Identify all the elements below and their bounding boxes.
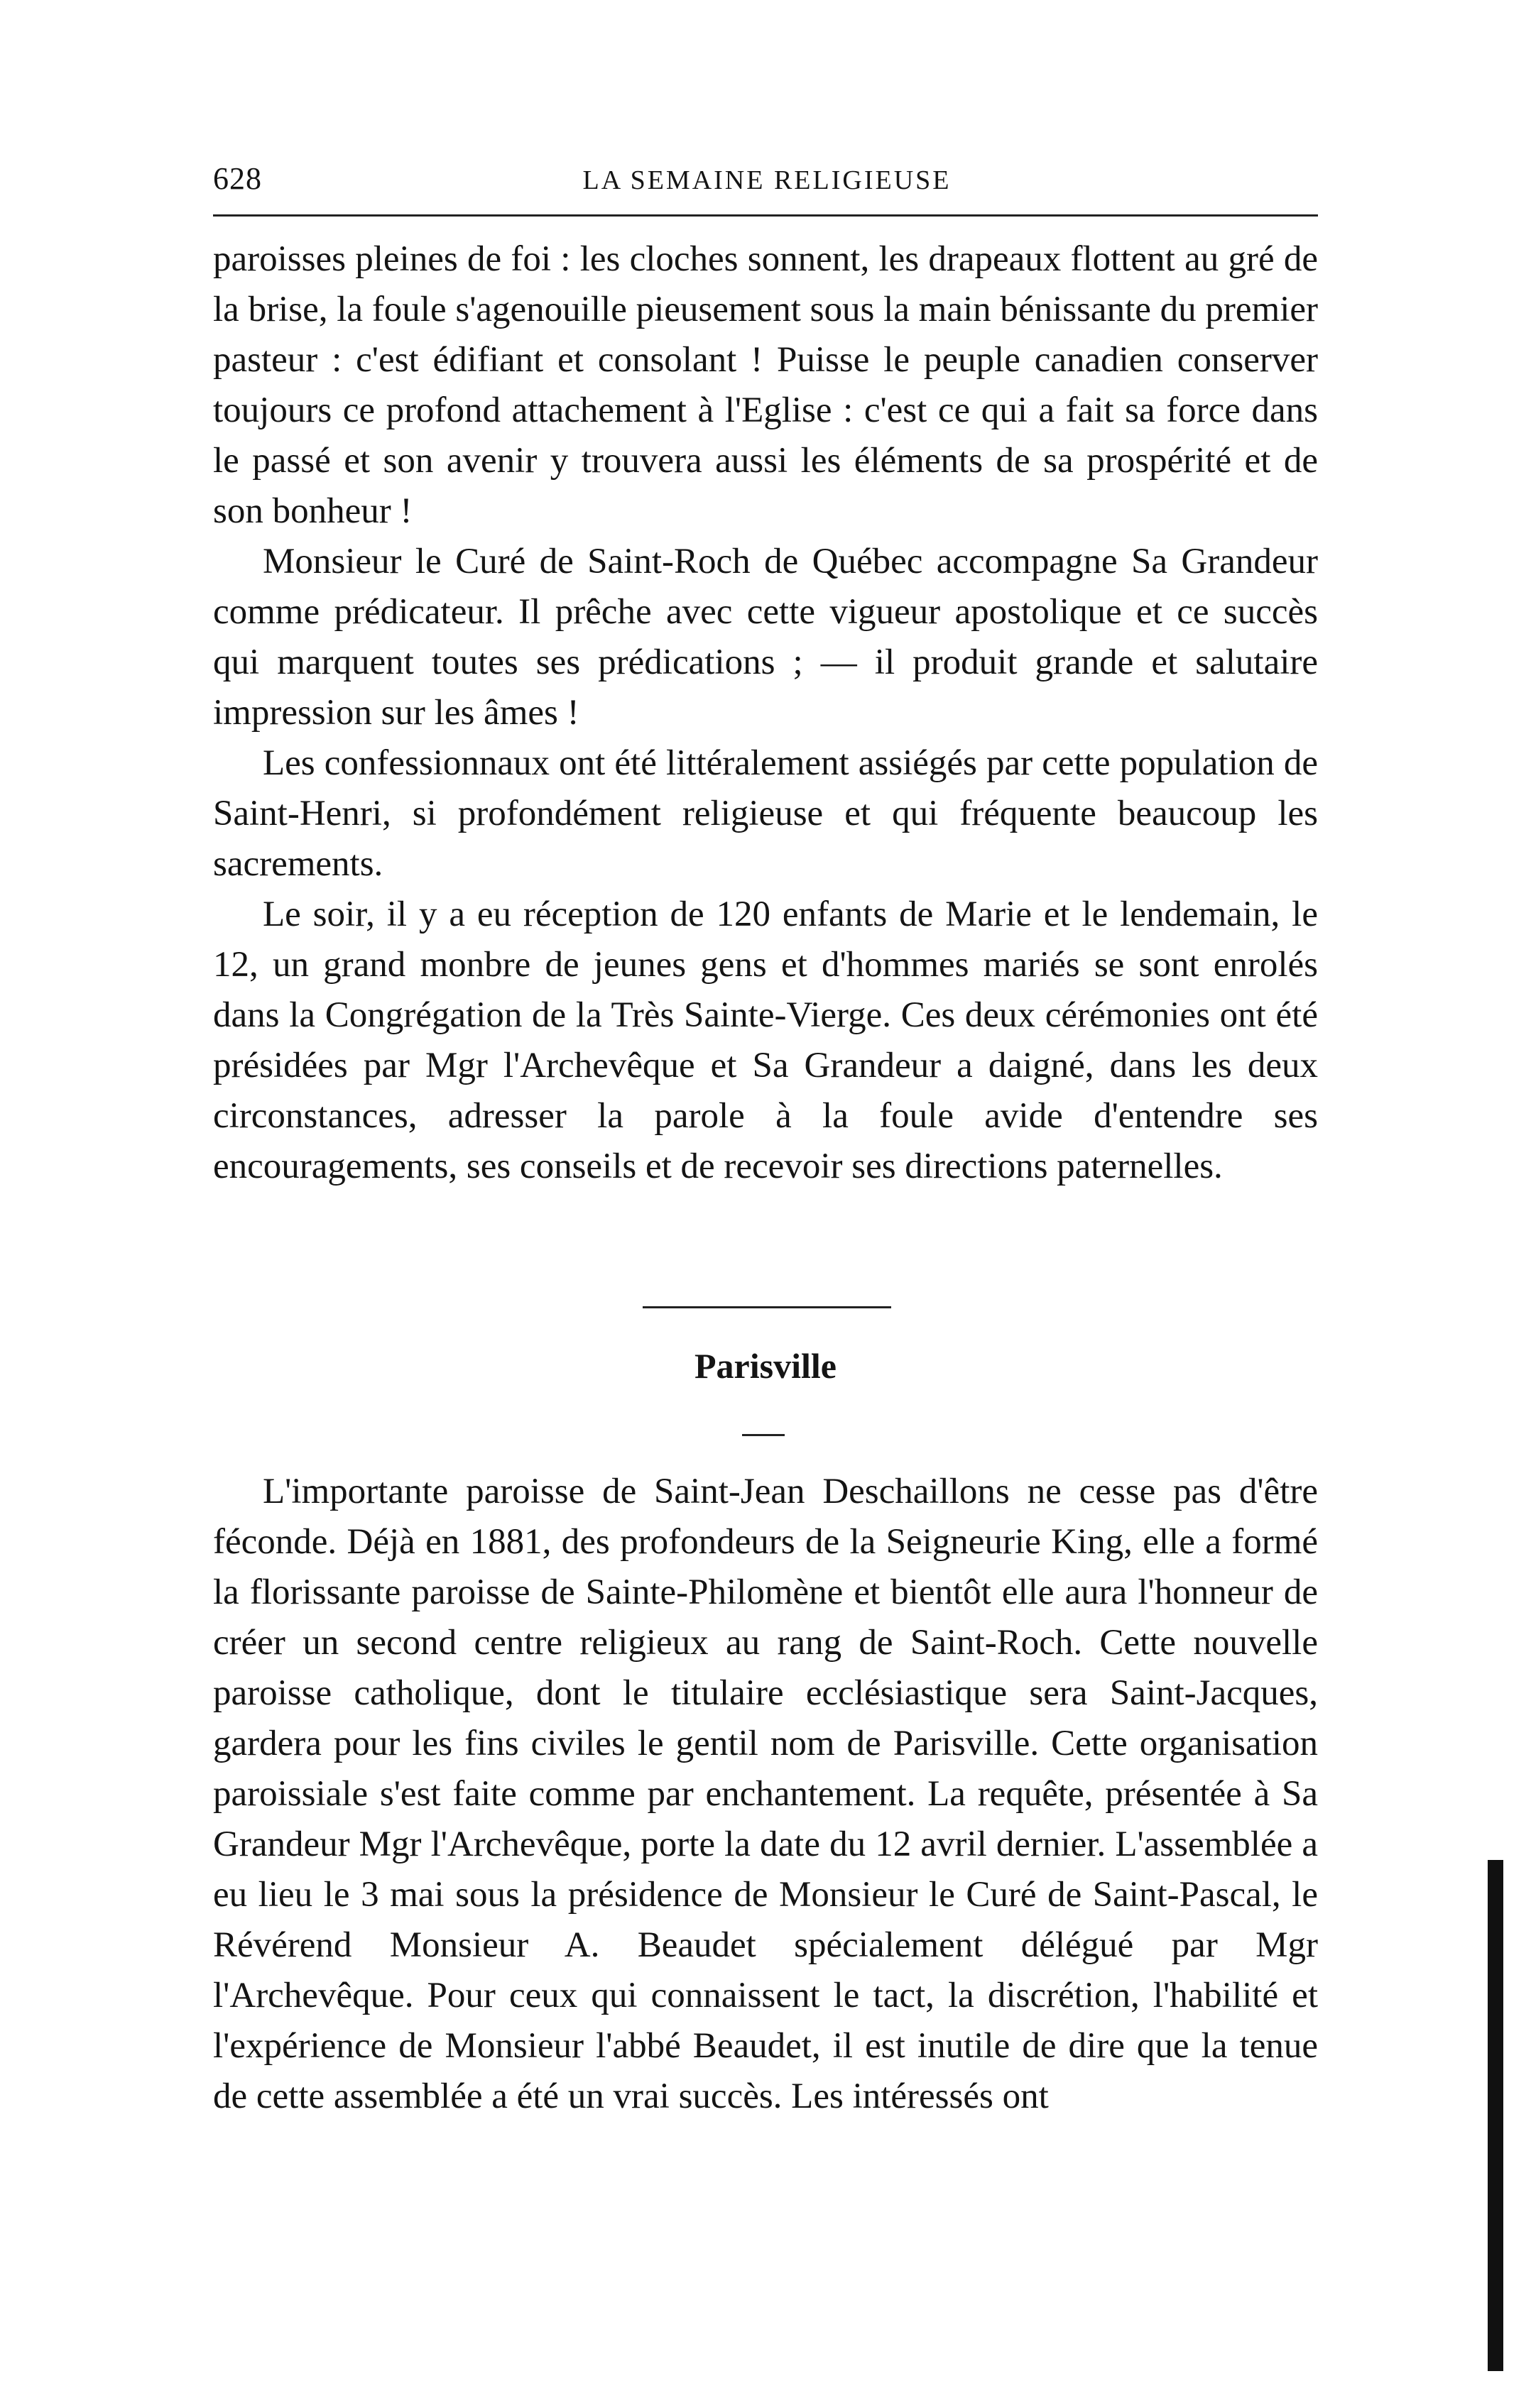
page-number: 628 bbox=[213, 161, 262, 196]
section-heading: Parisville bbox=[694, 1346, 837, 1386]
section-divider bbox=[643, 1306, 891, 1308]
paragraph: Le soir, il y a eu réception de 120 enfants de Marie et le lendemain, le 12, un grand monbre de jeunes gens et d'hommes mariés se sont enrolés dans la Congrégation de la Très Sainte-Vierge. Ces deux cérémonies ont été présidées par Mgr l'Archevêque et Sa Grandeur a daigné, dans les deux circonstances, adresser la parole à la foule avide d'entendre ses encouragements, ses conseils et de recevoir ses directions paternelles. bbox=[213, 894, 1318, 1186]
heading-dash bbox=[742, 1434, 785, 1436]
paragraph: Monsieur le Curé de Saint-Roch de Québec accompagne Sa Grandeur comme prédicateur. Il prêche avec cette vigueur apostolique et ce succès qui marquent toutes ses prédications ; — il produit grande et salutaire impression sur les âmes ! bbox=[213, 542, 1318, 733]
paragraph: Les confessionnaux ont été littéralement assiégés par cette population de Saint-Henri, si profondément religieuse et qui fréquente beaucoup les sacrements. bbox=[213, 743, 1318, 884]
section-body bbox=[213, 1467, 1318, 2122]
article-body bbox=[213, 234, 1318, 1192]
paragraph: paroisses pleines de foi : les cloches sonnent, les drapeaux flottent au gré de la brise, la foule s'agenouille pieusement sous la main bénissante du premier pasteur : c'est édifiant et consolant ! Puisse le peuple canadien conserver toujours ce profond attachement à l'Eglise : c'est ce qui a fait sa force dans le passé et son avenir y trouvera aussi les éléments de sa prospérité et de son bonheur ! bbox=[213, 239, 1318, 531]
running-title: LA SEMAINE RELIGIEUSE bbox=[582, 165, 952, 195]
header-rule bbox=[213, 214, 1318, 217]
page-header bbox=[213, 160, 1321, 203]
paragraph: L'importante paroisse de Saint-Jean Deschaillons ne cesse pas d'être féconde. Déjà en 1881, des profondeurs de la Seigneurie King, elle a formé la florissante paroisse de Sainte-Philomène et bientôt elle aura l'honneur de créer un second centre religieux au rang de Saint-Roch. Cette nouvelle paroisse catholique, dont le titulaire ecclésiastique sera Saint-Jacques, gardera pour les fins civiles le gentil nom de Parisville. Cette organisation paroissiale s'est faite comme par enchantement. La requête, présentée à Sa Grandeur Mgr l'Archevêque, porte la date du 12 avril dernier. L'assemblée a eu lieu le 3 mai sous la présidence de Monsieur le Curé de Saint-Pascal, le Révérend Monsieur A. Beaudet spécialement délégué par Mgr l'Archevêque. Pour ceux qui connaissent le tact, la discrétion, l'habilité et l'expérience de Monsieur l'abbé Beaudet, il est inutile de dire que la tenue de cette assemblée a été un vrai succès. Les intéressés ont bbox=[213, 1472, 1318, 2116]
scan-edge-mark bbox=[1488, 1860, 1503, 2371]
